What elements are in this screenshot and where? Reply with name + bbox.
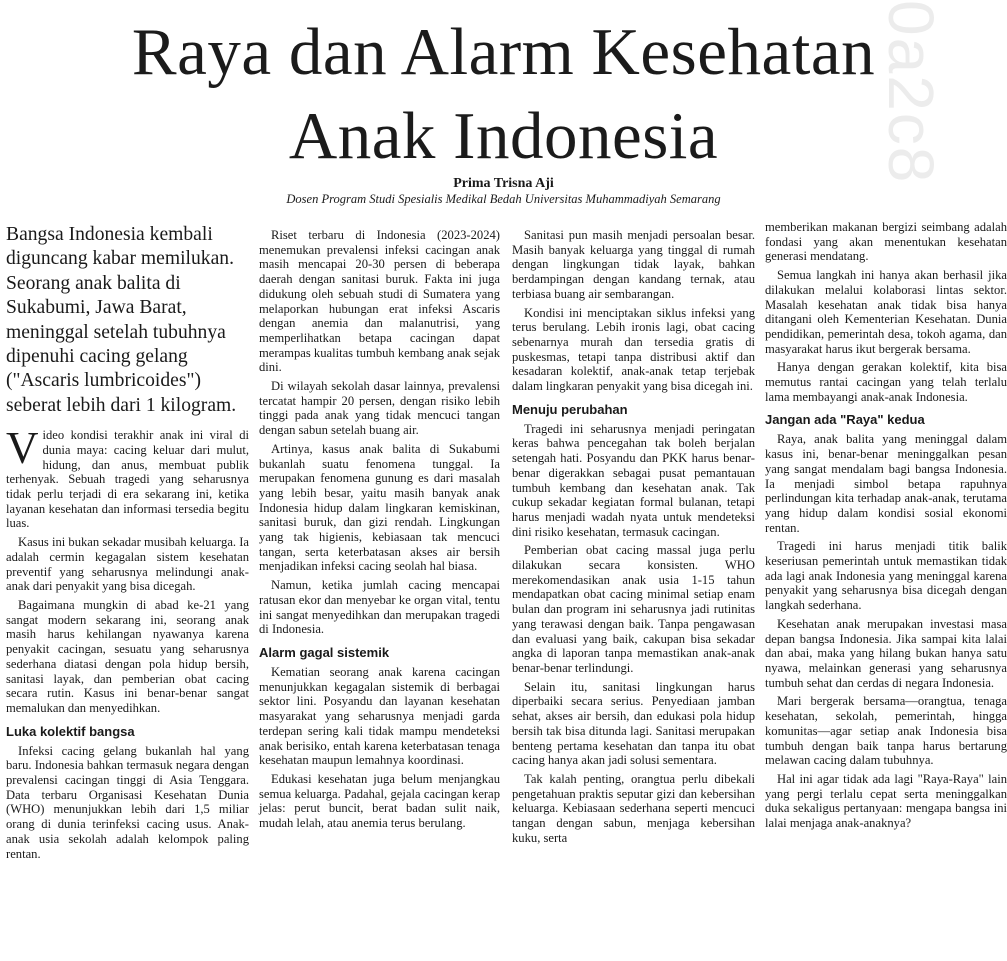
paragraph: Kondisi ini menciptakan siklus infeksi yang terus berulang. Lebih ironis lagi, obat cacing sebenarnya murah dan tersedia gratis di puskesmas, tetapi tanpa distribusi aktif dan kesadaran kolektif, anak-anak tetap terjebak dalam lingkaran penyakit yang bisa dicegah ini. [512,305,755,394]
paragraph [6,423,249,531]
subheading: Alarm gagal sistemik [259,644,390,660]
author-name: Prima Trisna Aji [453,176,554,191]
paragraph: Semua langkah ini hanya akan berhasil jika dilakukan melalui kolaborasi lintas sektor. Masalah kesehatan anak tidak bisa hanya ditangani oleh Kementerian Kesehatan. Dunia pendidikan, pemerintah desa, tokoh agama, dan masyarakat harus ikut bergerak bersama. [765,268,1007,356]
subheading: Menuju perubahan [512,401,628,417]
paragraph: Raya, anak balita yang meninggal dalam kasus ini, benar-benar meninggalkan pesan yang sangat mendalam bagi bangsa Indonesia. Ia menjadi simbol betapa rapuhnya perlindungan kita terhadap anak-anak, terutama yang hidup dalam kondisi sosial ekonomi rentan. [765,432,1007,535]
subheading: Jangan ada "Raya" kedua [765,412,925,428]
paragraph: Infeksi cacing gelang bukanlah hal yang baru. Indonesia bahkan termasuk negara dengan prevalensi cacingan tinggi di Asia Tenggara. Data terbaru Organisasi Kesehatan Dunia (WHO) menunjukkan lebih dari 1,5 miliar orang di dunia terinfeksi cacing usus. Anak-anak usia sekolah adalah kelompok paling rentan. [6,743,249,861]
paragraph: Tak kalah penting, orangtua perlu dibekali pengetahuan praktis seputar gizi dan kebersihan keluarga. Kebiasaan sederhana seperti mencuci tangan dengan sabun, menjaga kebersihan kuku, serta [512,771,755,845]
paragraph: Namun, ketika jumlah cacing mencapai ratusan ekor dan menyebar ke organ vital, tentu ini sangat menyedihkan dan merupakan tragedi di Indonesia. [259,578,500,637]
paragraph: Edukasi kesehatan juga belum menjangkau semua keluarga. Padahal, gejala cacingan kerap jelas: perut buncit, berat badan sulit naik, mudah lelah, atau anemia terus berulang. [259,771,500,831]
paragraph: Pemberian obat cacing massal juga perlu dilakukan secara konsisten. WHO merekomendasikan anak usia 1-15 tahun mendapatkan obat cacing minimal setiap enam bulan dan program ini seharusnya jadi rutinitas yang terawasi dengan baik. Tanpa pengawasan dan evaluasi yang baik, cakupan bisa sekadar angka di laporan tanpa memastikan anak-anak benar-benar terlindungi. [512,543,755,675]
paragraph: Bagaimana mungkin di abad ke-21 yang sangat modern sekarang ini, seorang anak masih harus kehilangan nyawanya karena penyakit cacingan, sesuatu yang seharusnya sederhana diatasi dengan pola hidup bersih, sanitasi layak, dan pemberian obat cacing secara rutin. Kasus ini benar-benar sangat memalukan dan menyedihkan. [6,597,249,715]
article-title [0,10,1007,178]
paragraph: Kasus ini bukan sekadar musibah keluarga. Ia adalah cermin kegagalan sistem kesehatan preventif yang seharusnya melindungi anak-anak dari penyakit yang bisa dicegah. [6,535,249,594]
paragraph-text: ideo kondisi terakhir anak ini viral di dunia maya: cacing keluar dari mulut, hidung, dan anus, membuat publik terhenyak. Sebuah tragedi yang seharusnya tidak perlu terjadi di era sekarang ini, ketika layanan kesehatan dan informasi tersedia begitu luas. [6,428,249,531]
paragraph: Kematian seorang anak karena cacingan menunjukkan kegagalan sistemik di berbagai sektor lini. Posyandu dan layanan kesehatan masyarakat yang seharusnya menjadi garda terdepan sering kali tidak mampu mendeteksi anak berisiko, entah karena keterbatasan tenaga kesehatan maupun lemahnya koordinasi. [259,664,500,768]
paragraph: Di wilayah sekolah dasar lainnya, prevalensi tercatat hampir 20 persen, dengan risiko lebih tinggi pada anak yang tidak mencuci tangan dengan sabun setelah buang air. [259,379,500,438]
author-affiliation: Dosen Program Studi Spesialis Medikal Bedah Universitas Muhammadiyah Semarang [286,192,721,206]
watermark: 0a2c8 [875,0,947,185]
subheading: Luka kolektif bangsa [6,723,135,739]
paragraph: Tragedi ini harus menjadi titik balik keseriusan pemerintah untuk memastikan tidak ada lagi anak Indonesia yang meninggal karena penyakit yang seharusnya bisa dicegah dengan langkah sederhana. [765,539,1007,613]
title-line-1: Raya dan Alarm Kesehatan [131,15,876,89]
column-4 [765,220,1007,835]
title-line-2: Anak Indonesia [288,99,719,173]
column-1 [6,223,249,865]
paragraph: memberikan makanan bergizi seimbang adalah fondasi yang akan menentukan kesehatan generasi mendatang. [765,220,1007,264]
paragraph: Mari bergerak bersama—orangtua, tenaga kesehatan, sekolah, pemerintah, hingga komunitas—agar setiap anak Indonesia bisa tumbuh dengan baik tanpa harus bertarung melawan cacing dalam tubuhnya. [765,694,1007,768]
paragraph: Riset terbaru di Indonesia (2023-2024) menemukan prevalensi infeksi cacingan anak masih mencapai 20-30 persen di beberapa daerah dengan sanitasi buruk. Fakta ini juga didukung oleh sebuah studi di Sumatera yang melaporkan hubungan erat infeksi Ascaris dengan anemia dan malanutrisi, yang memperlihatkan betapa cacingan dapat merampas kualitas tumbuh kembang anak sejak dini. [259,228,500,375]
column-2 [259,228,500,835]
paragraph: Tragedi ini seharusnya menjadi peringatan keras bahwa pencegahan tak boleh berjalan setengah hati. Posyandu dan PKK harus benar-benar digerakkan sebagai pusat pemantauan tumbuh kembang dan kesehatan anak. Tak cukup sekadar kegiatan formal bulanan, tetapi harus menjadi wadah nyata untuk mendeteksi dini risiko kesehatan, termasuk cacingan. [512,421,755,539]
drop-cap: V [6,423,39,474]
paragraph: Kesehatan anak merupakan investasi masa depan bangsa Indonesia. Jika sampai kita lalai dan abai, maka yang hilang bukan hanya satu nyawa, melainkan generasi yang seharusnya tumbuh sehat dan cerdas di negara Indonesia. [765,616,1007,690]
paragraph: Hanya dengan gerakan kolektif, kita bisa memutus rantai cacingan yang telah terlalu lama membayangi anak-anak Indonesia. [765,360,1007,404]
column-3 [512,228,755,849]
paragraph: Sanitasi pun masih menjadi persoalan besar. Masih banyak keluarga yang tinggal di rumah dengan lingkungan tidak layak, bahkan berdampingan dengan kandang ternak, atau terbiasa buang air sembarangan. [512,228,755,301]
paragraph: Hal ini agar tidak ada lagi "Raya-Raya" lain yang pergi terlalu cepat serta meninggalkan duka sekaligus pertanyaan: mengapa bangsa ini lalai menjaga anak-anaknya? [765,771,1007,831]
paragraph: Artinya, kasus anak balita di Sukabumi bukanlah suatu fenomena tunggal. Ia merupakan fenomena gunung es dari masalah yang lebih besar, yaitu masih banyak anak Indonesia hidup dalam lingkaran kemiskinan, sanitasi buruk, dan gizi rendah. Lingkungan yang tak higienis, kebiasaan tak mencuci tangan, serta keterbatasan akses air bersih menjadikan infeksi cacing seolah hal biasa. [259,441,500,574]
lead-paragraph: Bangsa Indonesia kembali diguncang kabar memilukan. Seorang anak balita di Sukabumi, Jawa Barat, meninggal setelah tubuhnya dipenuhi cacing gelang ("Ascaris lumbricoides") seberat lebih dari 1 kilogram. [6,224,237,416]
paragraph: Selain itu, sanitasi lingkungan harus diperbaiki secara serius. Penyediaan jamban sehat, akses air bersih, dan edukasi pola hidup bersih tak bisa ditunda lagi. Sanitasi merupakan benteng pertama kesehatan dan tanpa itu obat cacing hanya akan jadi solusi sementara. [512,679,755,768]
